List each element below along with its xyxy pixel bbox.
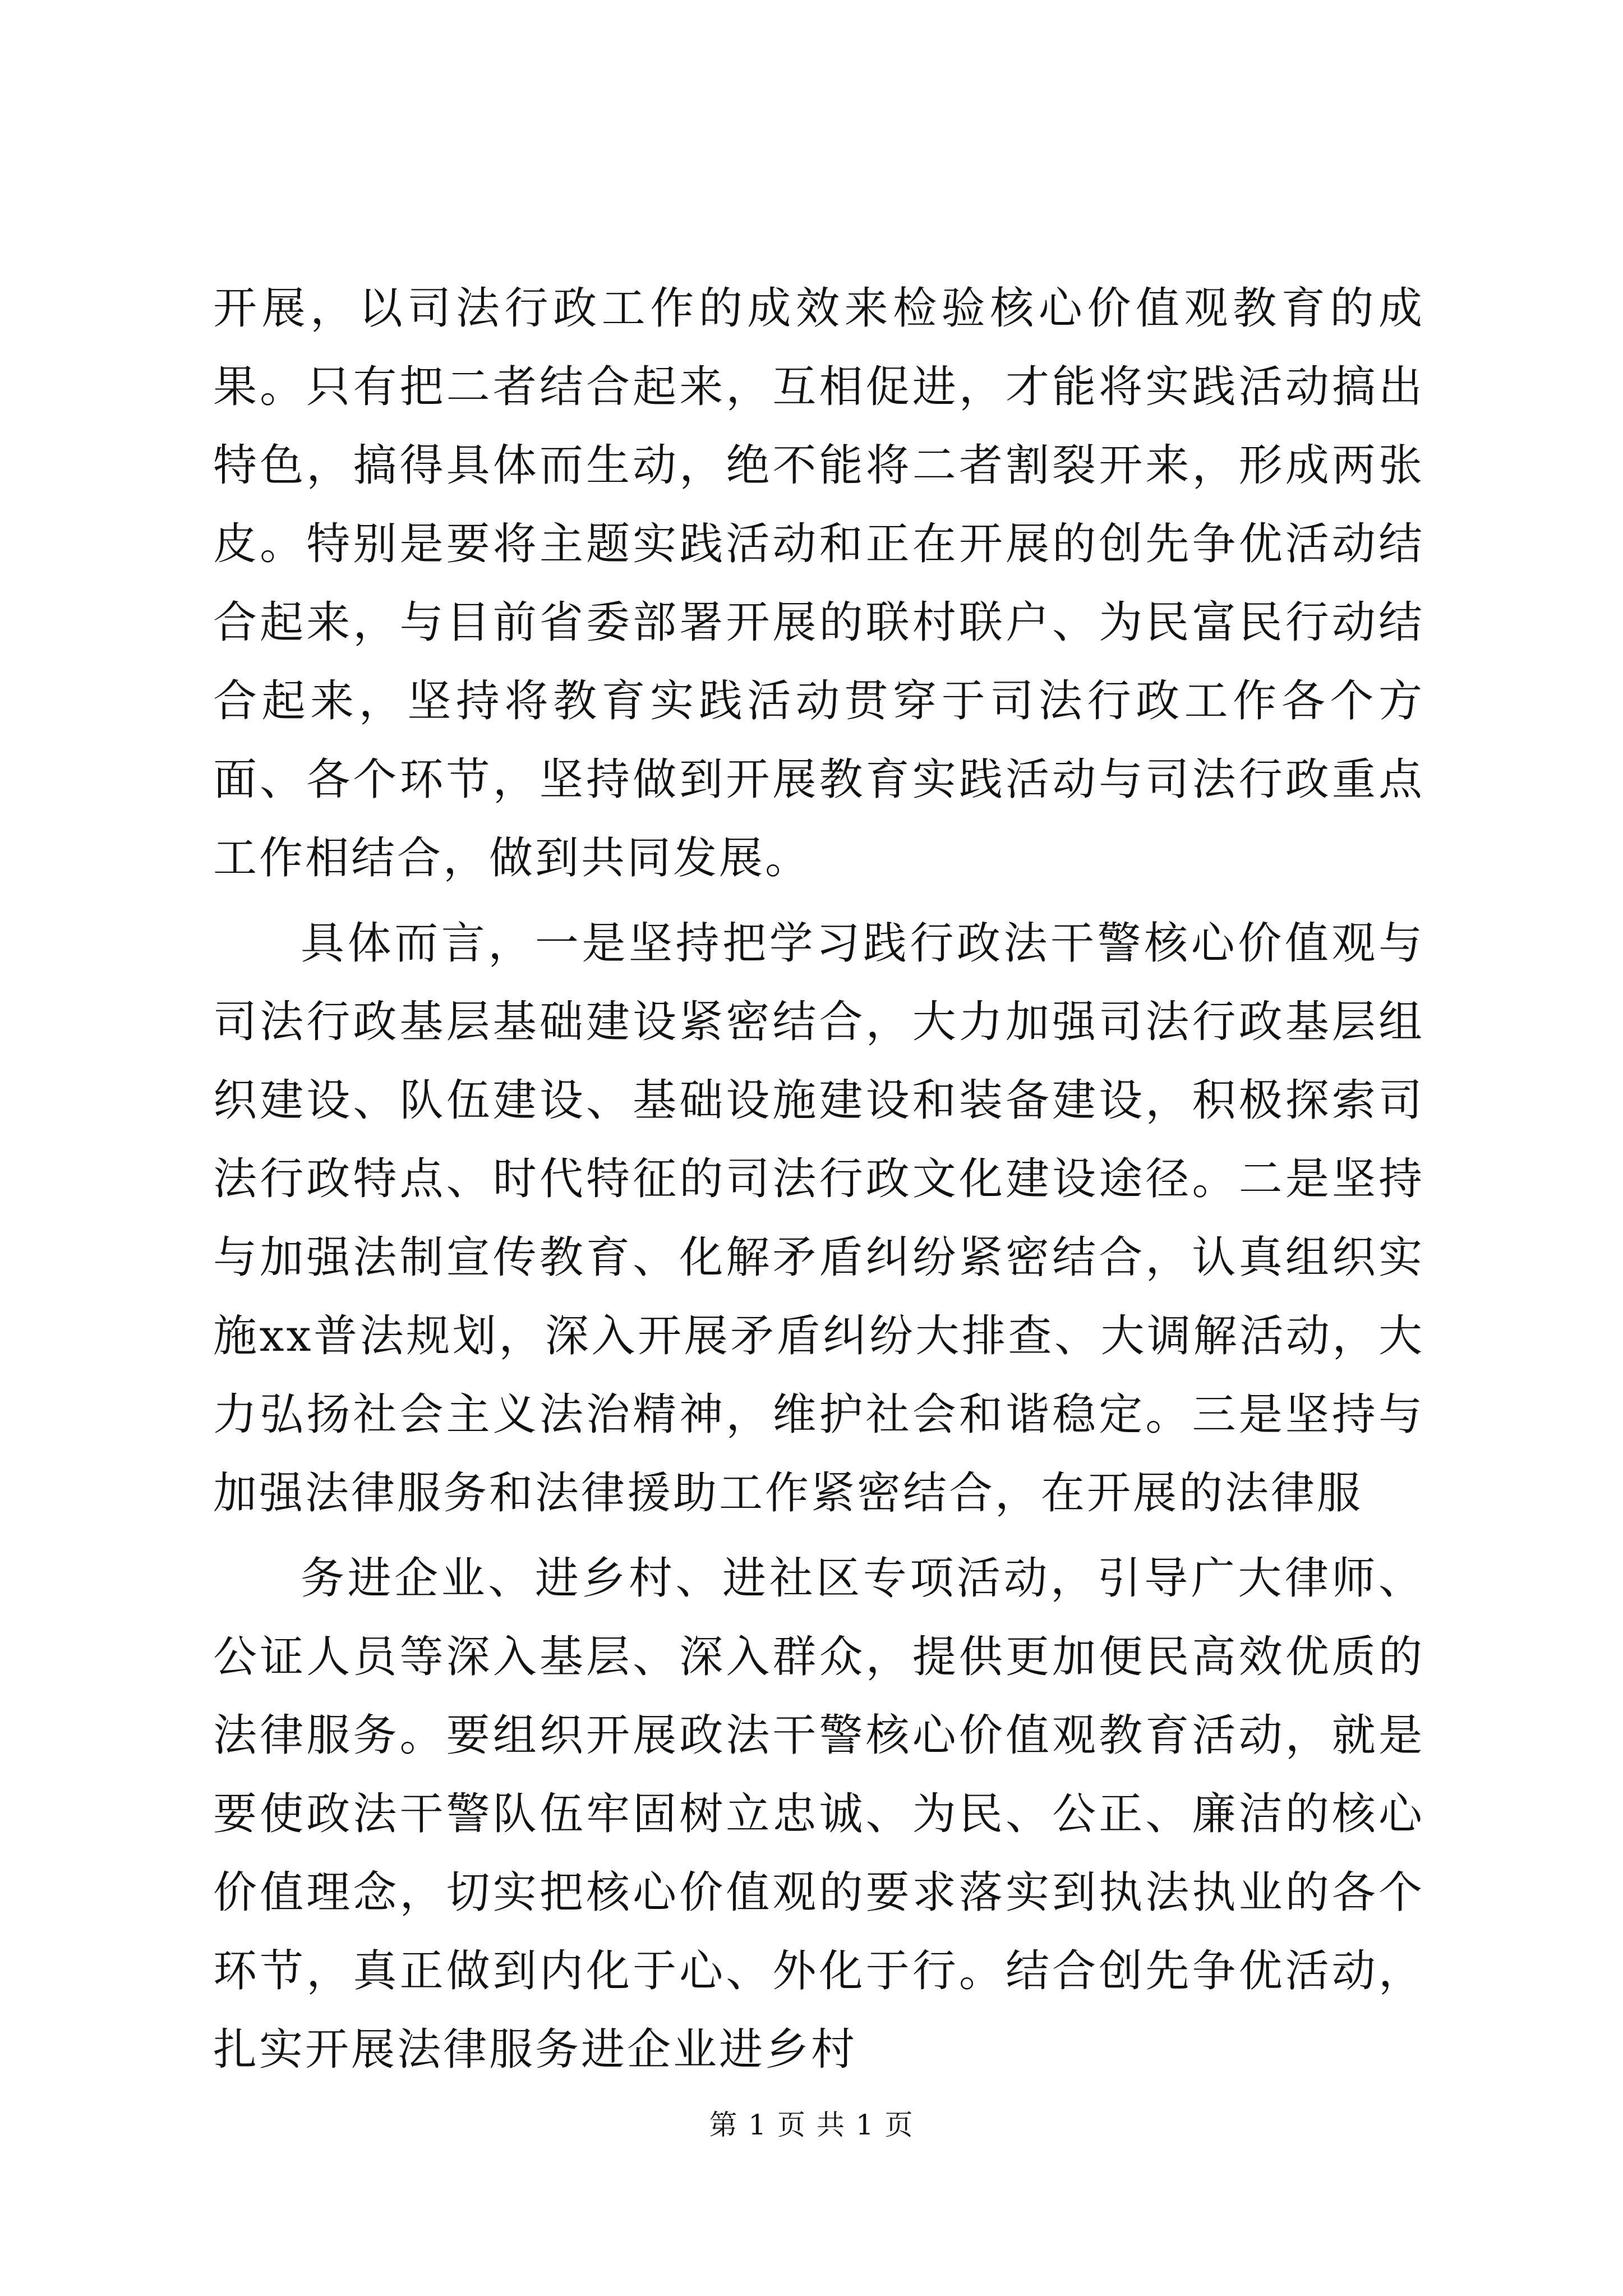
paragraph-3: 务进企业、进乡村、进社区专项活动，引导广大律师、公证人员等深入基层、深入群众，提供更加便民高效优质的法律服务。要组织开展政法干警核心价值观教育活动，就是要使政法干警队伍牢固树立忠诚、为民、公正、廉洁的核心价值理念，切实把核心价值观的要求落实到执法执业的各个环节，真正做到内化于心、外化于行。结合创先争优活动，扎实开展法律服务进企业进乡村 xyxy=(213,1553,1424,2075)
page-number-footer: 第 1 页 共 1 页 xyxy=(709,2109,914,2141)
document-body xyxy=(213,269,1424,2089)
paragraph-2: 具体而言，一是坚持把学习践行政法干警核心价值观与司法行政基层基础建设紧密结合，大力加强司法行政基层组织建设、队伍建设、基础设施建设和装备建设，积极探索司法行政特点、时代特征的司法行政文化建设途径。二是坚持与加强法制宣传教育、化解矛盾纠纷紧密结合，认真组织实施xx普法规划，深入开展矛盾纠纷大排查、大调解活动，大力弘扬社会主义法治精神，维护社会和谐稳定。三是坚持与加强法律服务和法律援助工作紧密结合，在开展的法律服 xyxy=(213,918,1424,1519)
paragraph-1: 开展，以司法行政工作的成效来检验核心价值观教育的成果。只有把二者结合起来，互相促进，才能将实践活动搞出特色，搞得具体而生动，绝不能将二者割裂开来，形成两张皮。特别是要将主题实践活动和正在开展的创先争优活动结合起来，与目前省委部署开展的联村联户、为民富民行动结合起来，坚持将教育实践活动贯穿于司法行政工作各个方面、各个环节，坚持做到开展教育实践活动与司法行政重点工作相结合，做到共同发展。 xyxy=(213,283,1424,884)
